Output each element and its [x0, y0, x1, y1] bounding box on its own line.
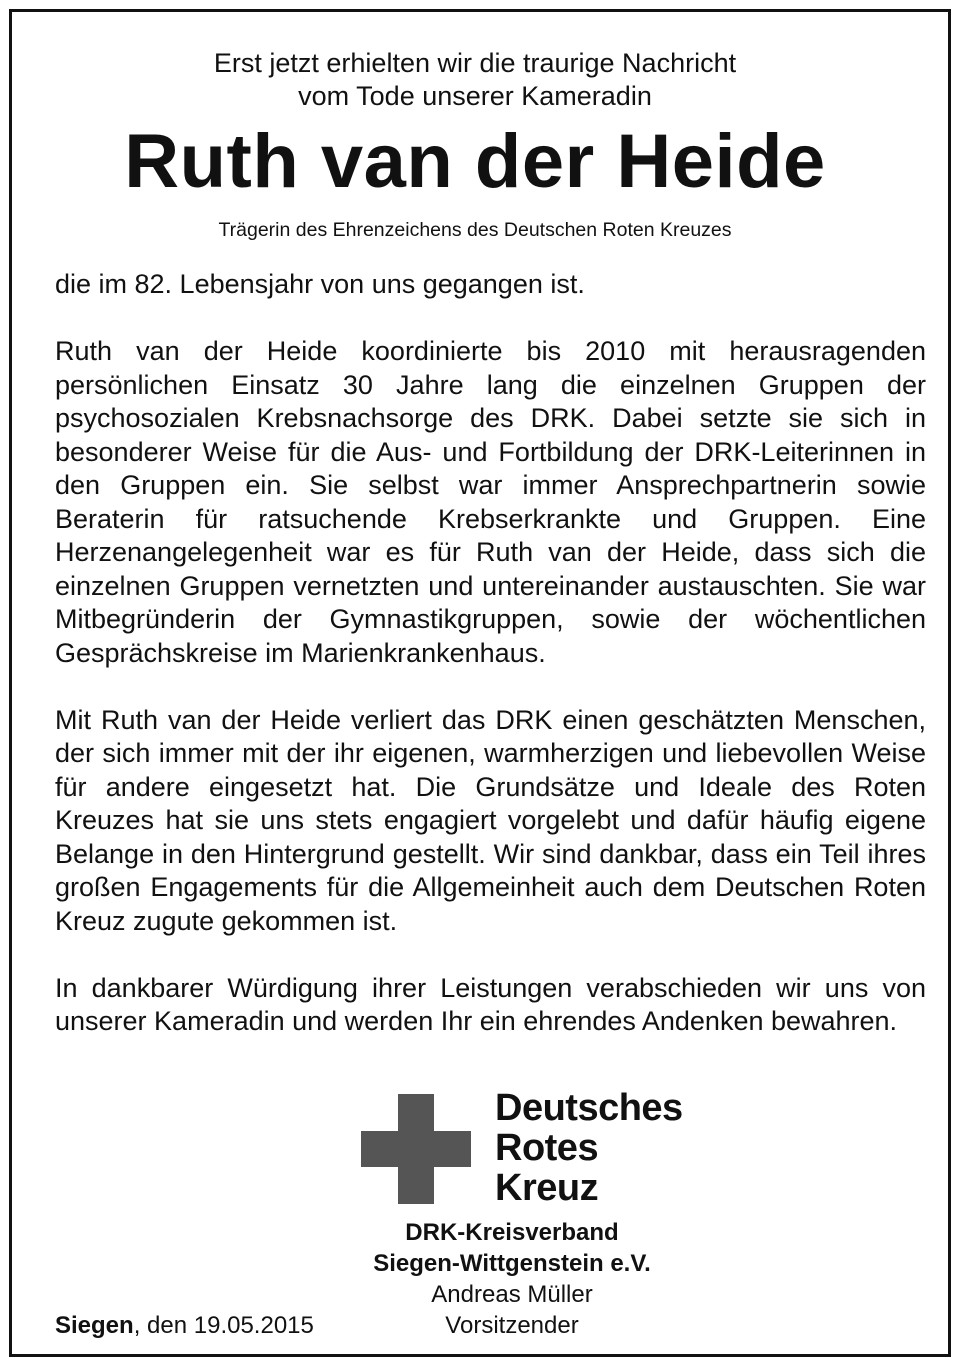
date-text: , den 19.05.2015	[133, 1312, 314, 1339]
signer-role: Vorsitzender	[445, 1312, 579, 1339]
intro-line-1: Erst jetzt erhielten wir die traurige Nachricht	[213, 48, 737, 78]
paragraph-4: In dankbarer Würdigung ihrer Leistungen verabschieden wir uns von unserer Kameradin und werden Ihr ein ehrendes Andenken bewahren.	[55, 972, 926, 1036]
paragraph-3: Mit Ruth van der Heide verliert das DRK einen geschätzten Menschen, der sich immer mit der ihr eigenen, warmherzigen und liebevollen Weise für andere eingesetzt hat. Die Grundsätze und Ideale des Roten Kreuzes hat sie uns stets engagiert vorgelebt und dafür häufig eigene Belange in den Hintergrund gestellt. Wir sind dankbar, dass ein Teil ihres großen Engagements für die Allgemeinheit auch dem Deutschen Roten Kreuz zugute gekommen ist.	[55, 704, 926, 936]
org-line-1: DRK-Kreisverband	[405, 1219, 619, 1246]
paragraph-2: Ruth van der Heide koordinierte bis 2010 mit herausragenden persönlichen Einsatz 30 Jahre lang die einzelnen Gruppen der psychosozialen Krebsnachsorge des DRK. Dabei setzte sie sich in besonderer Weise für die Aus- und Fortbildung der DRK-Leiterinnen in den Gruppen ein. Sie selbst war immer Ansprechpartnerin sowie Beraterin für ratsuchende Krebserkrankte und Gruppen. Eine Herzenangelegenheit war es für Ruth van der Heide, dass sich die einzelnen Gruppen vernetzten und untereinander austauschten. Sie war Mitbegründerin der Gymnastikgruppen, sowie der wöchentlichen Gesprächskreise im Marienkrankenhaus.	[55, 336, 926, 668]
drk-logo	[361, 1087, 761, 1209]
honor-subtitle: Trägerin des Ehrenzeichens des Deutschen Roten Kreuzes	[218, 219, 732, 241]
logo-line-3: Kreuz	[495, 1167, 599, 1209]
obituary-frame	[9, 9, 951, 1357]
signature-block	[312, 1217, 712, 1341]
intro-line-2: vom Tode unserer Kameradin	[298, 81, 652, 111]
deceased-name: Ruth van der Heide	[124, 119, 826, 204]
place-name: Siegen	[55, 1312, 134, 1339]
logo-wordmark	[495, 1088, 683, 1208]
logo-line-1: Deutsches	[495, 1087, 683, 1129]
obituary-body	[55, 268, 926, 1039]
org-line-2: Siegen-Wittgenstein e.V.	[373, 1250, 651, 1277]
intro-text	[12, 47, 938, 113]
paragraph-1: die im 82. Lebensjahr von uns gegangen ist.	[55, 269, 585, 299]
red-cross-icon	[361, 1094, 471, 1204]
place-date	[55, 1310, 314, 1341]
logo-line-2: Rotes	[495, 1127, 599, 1169]
signer-name: Andreas Müller	[431, 1281, 593, 1308]
